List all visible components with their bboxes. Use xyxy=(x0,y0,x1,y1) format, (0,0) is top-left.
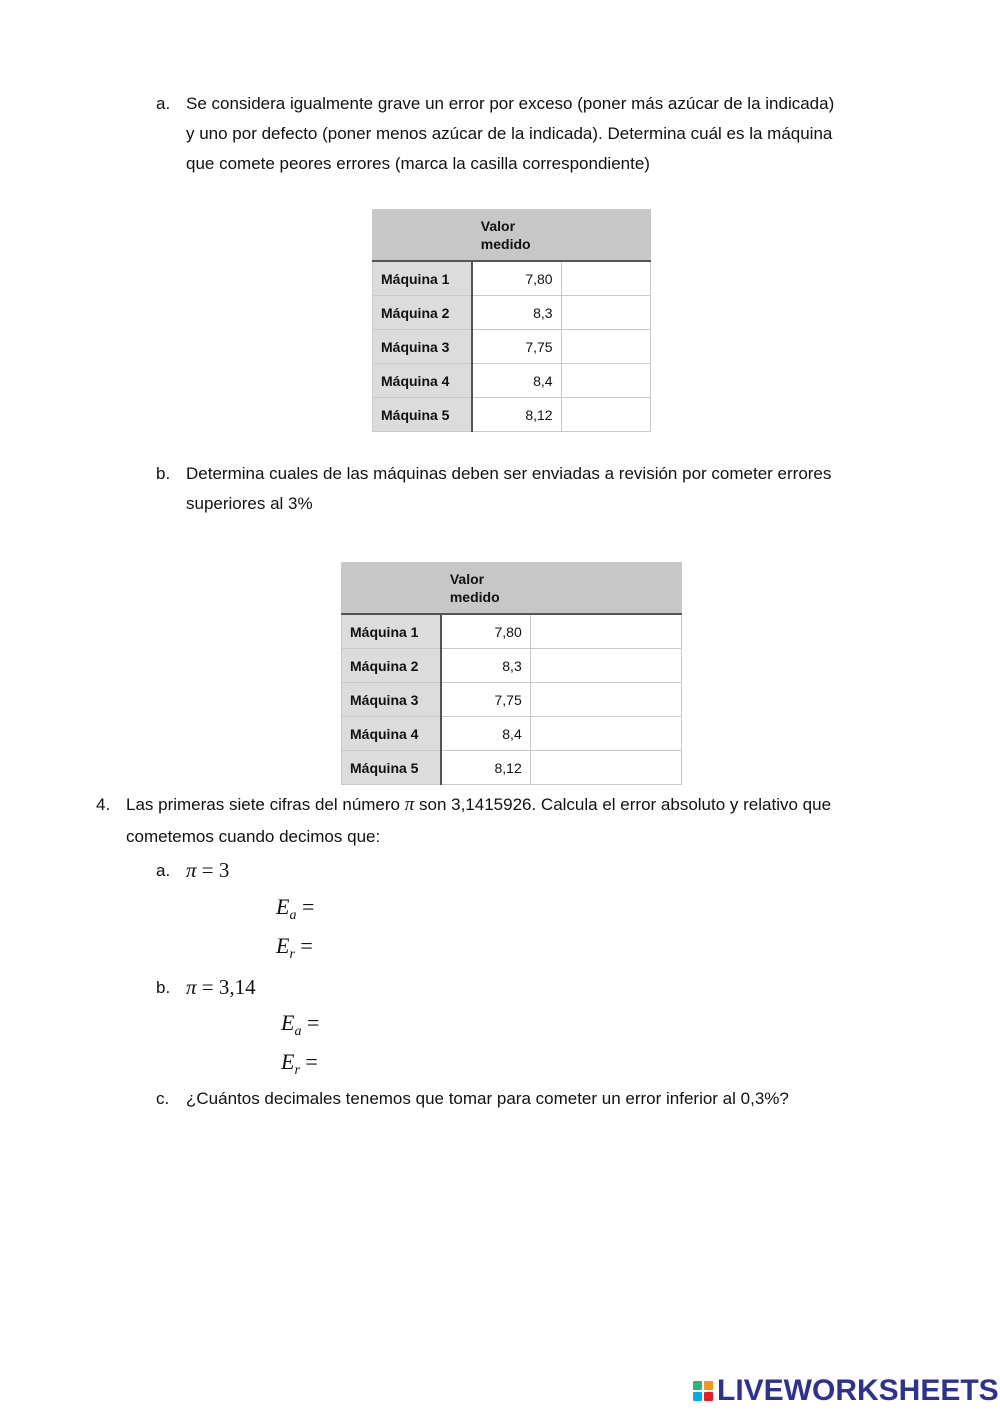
table-header-row xyxy=(342,563,682,615)
table-row xyxy=(373,296,651,330)
table-row xyxy=(373,261,651,296)
sub-item-c xyxy=(156,1084,916,1114)
question-item-b xyxy=(156,459,916,521)
table-header-row xyxy=(373,210,651,262)
answer-checkbox-cell[interactable] xyxy=(561,296,650,330)
question-4-line-2: cometemos cuando decimos que: xyxy=(126,827,381,846)
table-row xyxy=(342,717,682,751)
header-answer-column xyxy=(561,210,650,262)
item-marker: a. xyxy=(156,94,171,113)
measured-value: 8,4 xyxy=(441,717,530,751)
item-a-line-1: Se considera igualmente grave un error por exceso (poner más azúcar de la indicada) xyxy=(186,94,835,113)
item-marker: c. xyxy=(156,1089,170,1108)
liveworksheets-logo xyxy=(693,1374,999,1408)
answer-checkbox-cell[interactable] xyxy=(561,398,650,432)
header-answer-column xyxy=(530,563,681,615)
logo-text: LIVEWORKSHEETS xyxy=(717,1374,999,1407)
measured-value: 8,3 xyxy=(441,649,530,683)
machine-label: Máquina 4 xyxy=(342,717,442,751)
table-row xyxy=(373,398,651,432)
absolute-error-b[interactable]: $E_a$ = xyxy=(281,1010,320,1039)
answer-input-cell[interactable] xyxy=(530,614,681,649)
question-item-a xyxy=(156,89,916,181)
relative-error-a[interactable]: $E_r$ = xyxy=(276,933,313,962)
machine-label: Máquina 5 xyxy=(342,751,442,785)
answer-input-cell[interactable] xyxy=(530,717,681,751)
item-b-line-2: superiores al 3% xyxy=(186,494,313,513)
table-row xyxy=(342,614,682,649)
answer-input-cell[interactable] xyxy=(530,683,681,717)
machine-label: Máquina 3 xyxy=(342,683,442,717)
item-marker: 4. xyxy=(96,795,111,814)
header-empty-cell xyxy=(342,563,442,615)
table-row xyxy=(373,364,651,398)
question-4-line-1: Las primeras siete cifras del número π son 3,1415926. Calcula el error absoluto y relativo que xyxy=(126,794,832,815)
measured-value: 8,12 xyxy=(472,398,561,432)
sub-item-c-text: ¿Cuántos decimales tenemos que tomar para cometer un error inferior al 0,3%? xyxy=(186,1089,789,1108)
question-4 xyxy=(96,789,926,853)
item-b-line-1: Determina cuales de las máquinas deben ser enviadas a revisión por cometer errores xyxy=(186,464,832,483)
equation-pi-3-14: π = 3,14 xyxy=(186,975,256,999)
answer-checkbox-cell[interactable] xyxy=(561,261,650,296)
sub-item-b xyxy=(156,973,456,1003)
absolute-error-a[interactable]: $E_a$ = xyxy=(276,894,315,923)
machine-label: Máquina 2 xyxy=(342,649,442,683)
machines-table-2 xyxy=(341,562,682,785)
table-row xyxy=(342,751,682,785)
answer-input-cell[interactable] xyxy=(530,751,681,785)
item-marker: a. xyxy=(156,861,171,880)
machines-table-1 xyxy=(372,209,651,432)
sub-item-a xyxy=(156,856,456,886)
table-row xyxy=(342,649,682,683)
answer-checkbox-cell[interactable] xyxy=(561,364,650,398)
relative-error-b[interactable]: $E_r$ = xyxy=(281,1049,318,1078)
answer-input-cell[interactable] xyxy=(530,649,681,683)
measured-value: 7,80 xyxy=(441,614,530,649)
machine-label: Máquina 5 xyxy=(373,398,473,432)
answer-checkbox-cell[interactable] xyxy=(561,330,650,364)
machine-label: Máquina 1 xyxy=(373,261,473,296)
machine-label: Máquina 1 xyxy=(342,614,442,649)
machine-label: Máquina 4 xyxy=(373,364,473,398)
measured-value: 7,75 xyxy=(441,683,530,717)
table-row xyxy=(342,683,682,717)
table-row xyxy=(373,330,651,364)
item-marker: b. xyxy=(156,978,171,997)
pi-symbol: π xyxy=(404,794,415,815)
header-valor-medido: Valor medido xyxy=(441,563,530,615)
machine-label: Máquina 2 xyxy=(373,296,473,330)
logo-squares-icon xyxy=(693,1381,713,1401)
measured-value: 7,80 xyxy=(472,261,561,296)
header-valor-medido: Valor medido xyxy=(472,210,561,262)
header-empty-cell xyxy=(373,210,473,262)
measured-value: 8,4 xyxy=(472,364,561,398)
item-marker: b. xyxy=(156,464,171,483)
measured-value: 7,75 xyxy=(472,330,561,364)
item-a-line-3: que comete peores errores (marca la casilla correspondiente) xyxy=(186,154,650,173)
equation-pi-3: π = 3 xyxy=(186,858,230,882)
item-a-line-2: y uno por defecto (poner menos azúcar de la indicada). Determina cuál es la máquina xyxy=(186,124,833,143)
measured-value: 8,3 xyxy=(472,296,561,330)
machine-label: Máquina 3 xyxy=(373,330,473,364)
measured-value: 8,12 xyxy=(441,751,530,785)
